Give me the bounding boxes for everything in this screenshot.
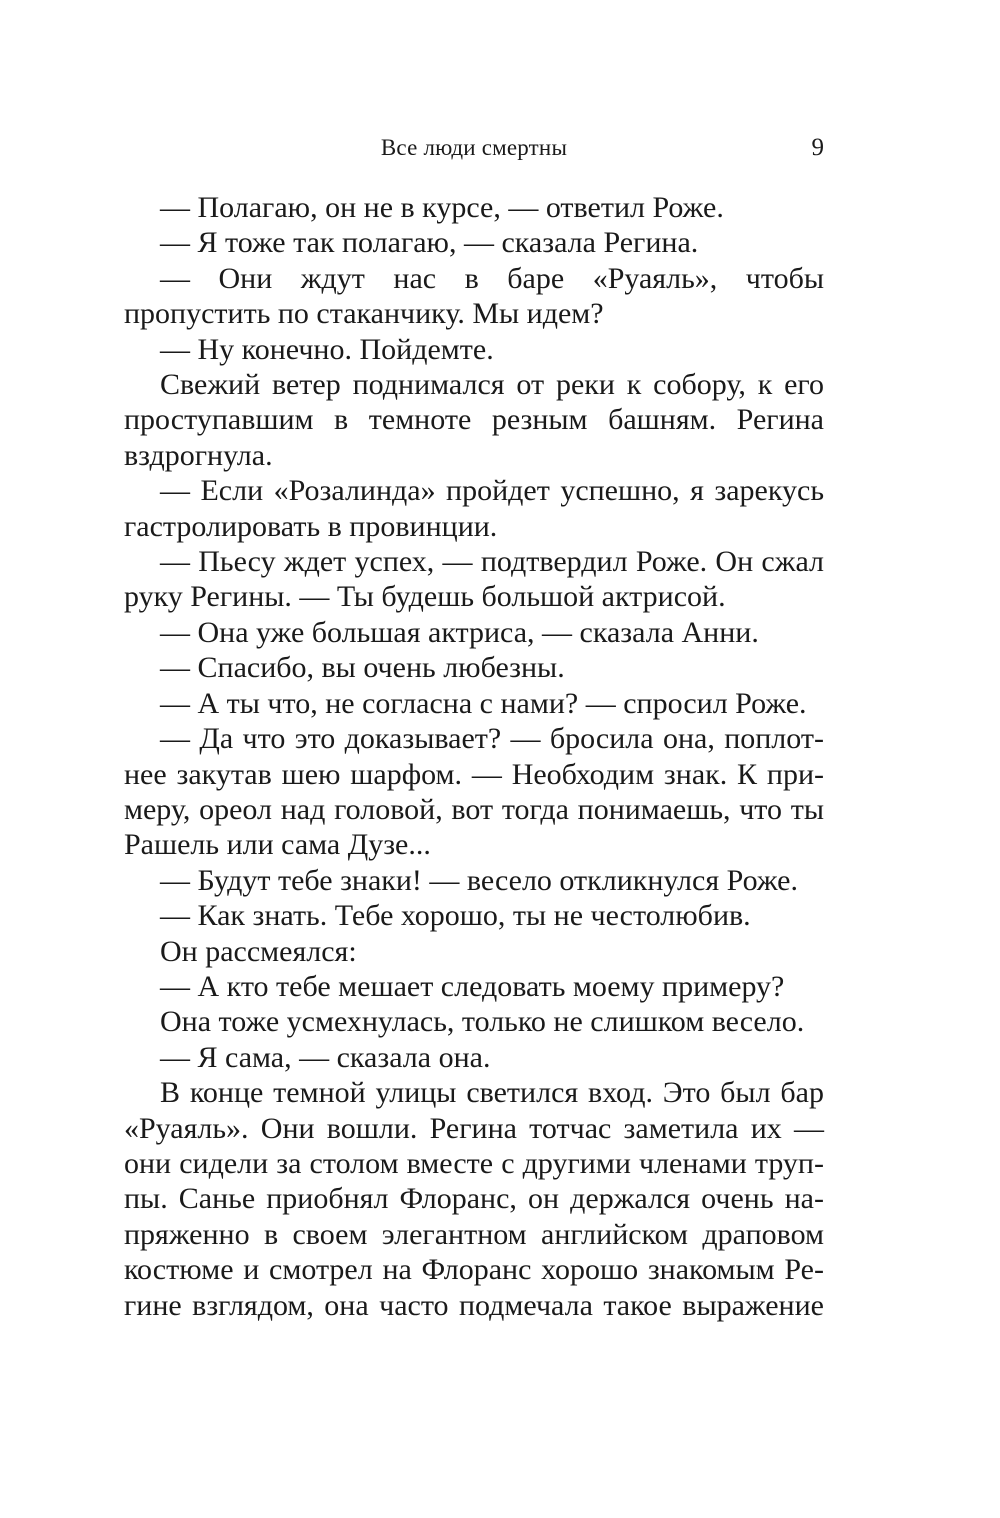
paragraph: — Я тоже так полагаю, — сказала Регина. xyxy=(160,226,699,260)
paragraph: — А ты что, не согласна с нами? — спросил Роже. xyxy=(160,686,807,720)
paragraph: — Они ждут нас в баре «Руаяль», чтобы пропустить по стаканчику. Мы идем? xyxy=(124,261,824,331)
text-block xyxy=(124,190,824,1323)
paragraph: — Полагаю, он не в курсе, — ответил Роже. xyxy=(160,191,724,224)
running-title: Все люди смертны xyxy=(380,135,568,160)
paragraph: В конце темной улицы светился вход. Это был бар «Руаяль». Они вошли. Регина тотчас заметила их — они сидели за столом вместе с другими членами труппы. Санье приобнял Флоранс, он держался очень напряженно в своем элегантном английском драповом костюме и смотрел на Флоранс хорошо знакомым Регине взглядом, она часто подмечала такое выражение xyxy=(124,1076,824,1322)
running-head xyxy=(124,130,824,166)
page-number: 9 xyxy=(811,134,824,161)
paragraph: — Спасибо, вы очень любезны. xyxy=(160,651,565,685)
paragraph: — Она уже большая актриса, — сказала Анни. xyxy=(160,615,759,649)
paragraph: — Да что это доказывает? — бросила она, поплотнее закутав шею шарфом. — Необходим знак. К примеру, ореол над головой, вот тогда понимаешь, что ты Рашель или сама Дузе... xyxy=(124,722,824,862)
paragraph: — Ну конечно. Пойдемте. xyxy=(160,332,494,366)
paragraph: — Будут тебе знаки! — весело откликнулся Роже. xyxy=(160,863,798,897)
paragraph: Свежий ветер поднимался от реки к собору, к его проступавшим в темноте резным башням. Регина вздрогнула. xyxy=(124,368,824,472)
paragraph: Она тоже усмехнулась, только не слишком весело. xyxy=(160,1005,805,1039)
paragraph: — Пьесу ждет успех, — подтвердил Роже. Он сжал руку Регины. — Ты будешь большой актрисой. xyxy=(124,545,824,614)
paragraph: — Я сама, — сказала она. xyxy=(160,1040,491,1074)
paragraph: Он рассмеялся: xyxy=(160,934,357,968)
paragraph: — А кто тебе мешает следовать моему примеру? xyxy=(160,969,785,1003)
paragraph: — Как знать. Тебе хорошо, ты не честолюбив. xyxy=(160,899,751,933)
paragraph: — Если «Розалинда» пройдет успешно, я зарекусь гастролировать в провинции. xyxy=(124,474,824,543)
